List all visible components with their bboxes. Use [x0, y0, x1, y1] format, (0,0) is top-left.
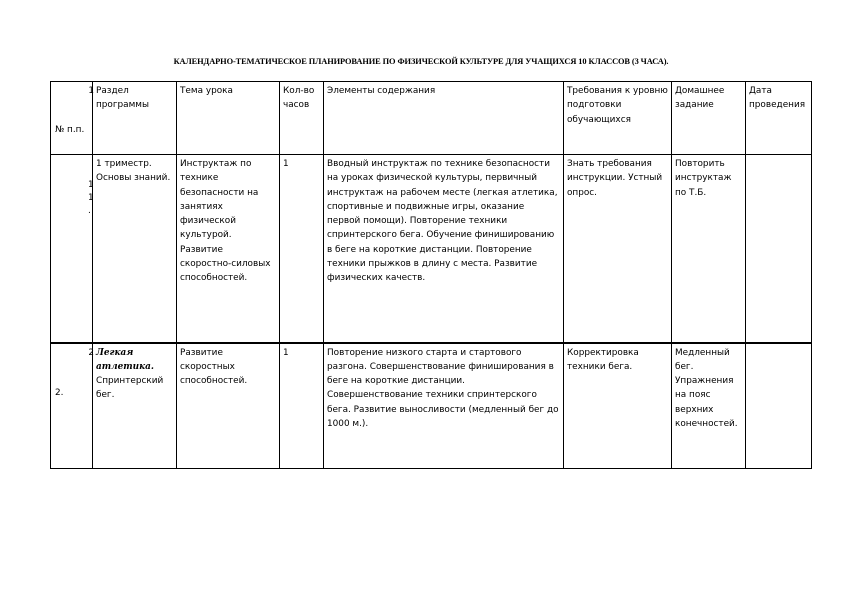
table-row — [51, 155, 812, 343]
row-requirements: Знать требования инструкции. Устный опрос. — [564, 155, 672, 343]
header-section: Раздел программы — [93, 82, 177, 155]
row-homework: Повторить инструктаж по Т.Б. — [672, 155, 746, 343]
row-section — [93, 343, 177, 469]
page-title: КАЛЕНДАРНО-ТЕМАТИЧЕСКОЕ ПЛАНИРОВАНИЕ ПО ФИЗИЧЕСКОЙ КУЛЬТУРЕ ДЛЯ УЧАЩИХСЯ 10 КЛАССОВ (3 ЧАСА). — [173, 57, 669, 66]
row-hours: 1 — [280, 343, 324, 469]
row-number: 2. — [55, 387, 64, 398]
header-number-cell — [51, 82, 93, 155]
header-homework: Домашнее задание — [672, 82, 746, 155]
row-number: 1 1 . — [88, 180, 94, 216]
plan-table — [50, 81, 812, 469]
row-section: 1 триместр. Основы знаний. — [93, 155, 177, 343]
row-topic: Инструктаж по технике безопасности на занятиях физической культурой. Развитие скоростно-силовых способностей. — [177, 155, 280, 343]
header-topic: Тема урока — [177, 82, 280, 155]
table-header-row — [51, 82, 812, 155]
header-content: Элементы содержания — [324, 82, 564, 155]
header-requirements: Требования к уровню подготовки обучающихся — [564, 82, 672, 155]
row-requirements: Корректировка техники бега. — [564, 343, 672, 469]
header-number-top: 1 — [88, 86, 94, 96]
header-hours: Кол-во часов — [280, 82, 324, 155]
header-number-label: № п.п. — [55, 125, 85, 135]
row-number-cell — [51, 343, 93, 469]
row-topic: Развитие скоростных способностей. — [177, 343, 280, 469]
row-hours: 1 — [280, 155, 324, 343]
row-content: Вводный инструктаж по технике безопасности на уроках физической культуры, первичный инструктаж на рабочем месте (легкая атлетика, спортивные и подвижные игры, оказание первой помощи). Повторение техники спринтерского бега. Обучение финишированию в беге на короткие дистанции. Повторение техники прыжков в длину с места. Развитие физических качеств. — [324, 155, 564, 343]
row-section-rest: Спринтерский бег. — [96, 376, 164, 401]
row-number-cell — [51, 155, 93, 343]
row-homework: Медленный бег. Упражнения на пояс верхних конечностей. — [672, 343, 746, 469]
row-date — [746, 343, 812, 469]
row-section-bold: Легкая атлетика. — [96, 347, 154, 372]
table-row — [51, 343, 812, 469]
row-date — [746, 155, 812, 343]
header-date: Дата проведения — [746, 82, 812, 155]
row-number-top: 2 — [88, 347, 94, 358]
row-content: Повторение низкого старта и стартового разгона. Совершенствование финиширования в беге на короткие дистанции. Совершенствование техники спринтерского бега. Развитие выносливости (медленный бег до 1000 м.). — [324, 343, 564, 469]
